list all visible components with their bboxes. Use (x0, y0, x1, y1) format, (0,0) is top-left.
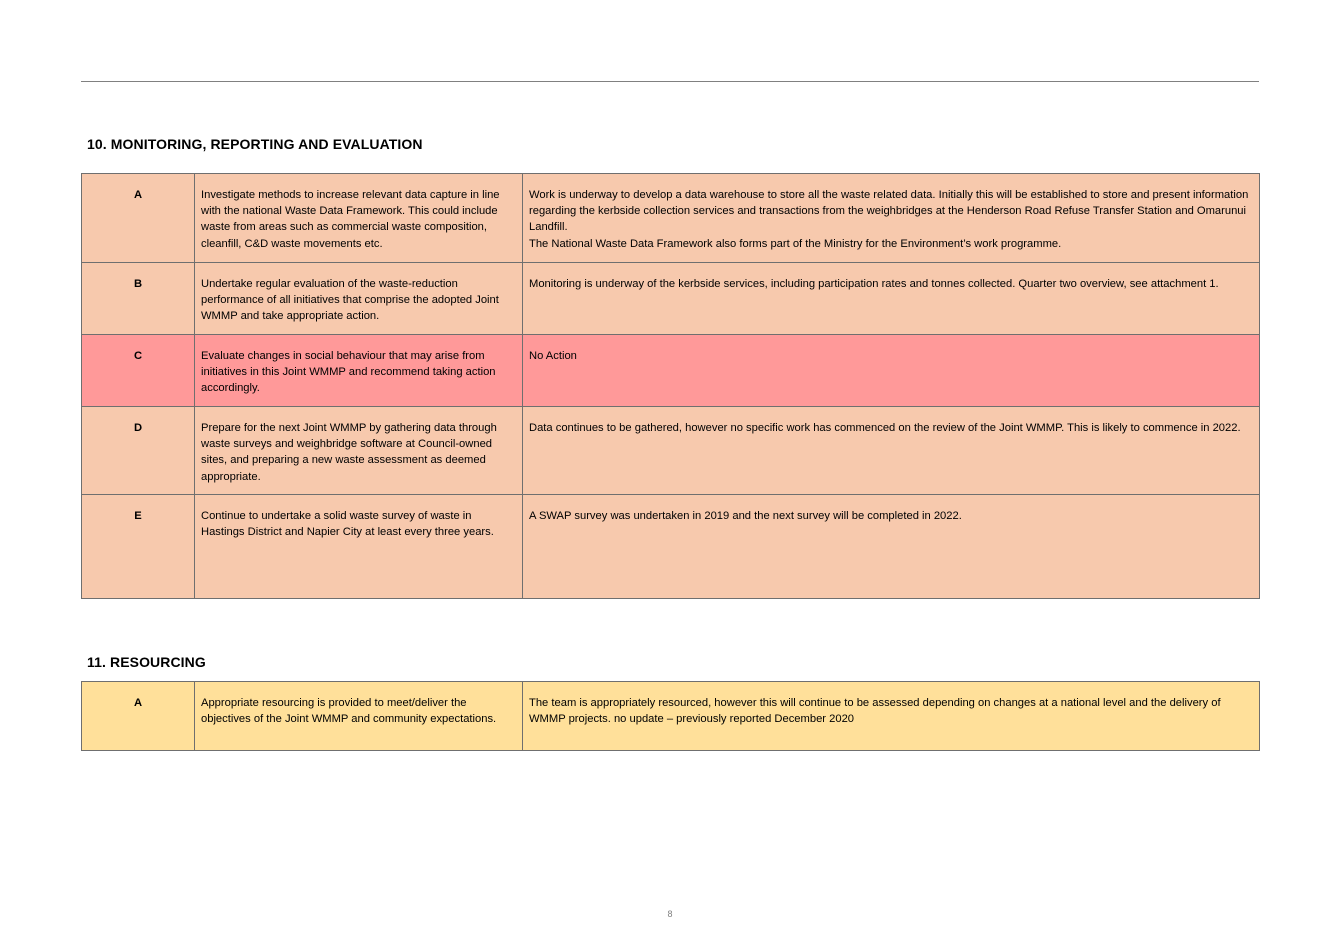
action-text: Appropriate resourcing is provided to meet/deliver the objectives of the Joint WMMP and community expectations. (201, 697, 497, 726)
status-text (523, 335, 1259, 364)
section-title-monitoring: 10. MONITORING, REPORTING AND EVALUATION (87, 136, 423, 152)
status-text (523, 495, 1259, 524)
monitoring-table (81, 173, 1260, 599)
action-text: Undertake regular evaluation of the waste-reduction performance of all initiatives that comprise the adopted Joint WMMP and take appropriate action. (201, 278, 499, 323)
row-id: E (134, 510, 142, 522)
table-row (82, 407, 1260, 495)
section-title-resourcing: 11. RESOURCING (87, 654, 206, 670)
row-id: C (133, 350, 143, 362)
action-text: Continue to undertake a solid waste survey of waste in Hastings District and Napier City at least every three years. (201, 510, 494, 539)
table-row (82, 263, 1260, 335)
table-row (82, 682, 1260, 751)
status-text (523, 263, 1259, 292)
status-line: The team is appropriately resourced, however this will continue to be assessed depending on changes at a national level and the delivery of WMMP projects. no update – previously reported December 2020 (529, 697, 1221, 726)
status-line: No Action (529, 350, 577, 362)
action-text: Prepare for the next Joint WMMP by gathering data through waste surveys and weighbridge software at Council-owned sites, and preparing a new waste assessment as deemed appropriate. (201, 422, 497, 483)
table-row (82, 335, 1260, 407)
page-number: 8 (667, 909, 673, 919)
resourcing-table (81, 681, 1260, 751)
row-id: B (133, 278, 143, 290)
status-line: The National Waste Data Framework also forms part of the Ministry for the Environment’s work programme. (529, 237, 1062, 250)
row-id: A (133, 697, 143, 709)
status-text (523, 407, 1259, 436)
status-text (523, 682, 1259, 727)
status-line: A SWAP survey was undertaken in 2019 and the next survey will be completed in 2022. (529, 510, 962, 522)
header-rule (81, 81, 1259, 82)
status-line: Monitoring is underway of the kerbside services, including participation rates and tonnes collected. Quarter two overview, see attachment 1. (529, 278, 1219, 290)
status-text (523, 174, 1259, 252)
row-id: A (133, 189, 143, 201)
action-text: Evaluate changes in social behaviour that may arise from initiatives in this Joint WMMP and recommend taking action accordingly. (201, 350, 496, 395)
status-line: Work is underway to develop a data warehouse to store all the waste related data. Initially this will be established to store and present information regarding the kerbside collection services and transactions from the weighbridges at the Henderson Road Refuse Transfer Station and Omarunui Landfill. (529, 189, 1249, 234)
status-line: Data continues to be gathered, however no specific work has commenced on the review of the Joint WMMP. This is likely to commence in 2022. (529, 422, 1241, 434)
table-row (82, 174, 1260, 263)
table-row (82, 495, 1260, 599)
row-id: D (133, 422, 143, 434)
action-text: Investigate methods to increase relevant data capture in line with the national Waste Data Framework. This could include waste from areas such as commercial waste composition, cleanfill, C&D waste movements etc. (201, 189, 500, 250)
